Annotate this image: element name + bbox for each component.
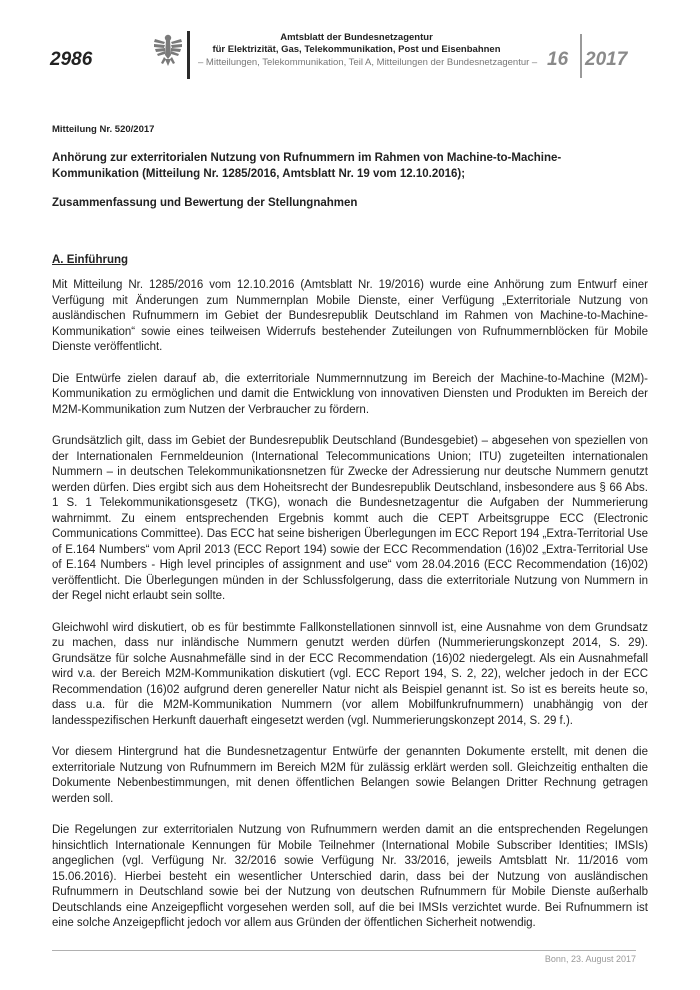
paragraph: Die Entwürfe zielen darauf ab, die exterritoriale Nummernnutzung im Bereich der Machine-to-Machine (M2M)-Kommunikation zu ermöglichen und damit die Entwicklung von innovativen Diensten und Produkten im Bereich der M2M-Kommunikation zum Nutzen der Verbraucher zu fördern. xyxy=(52,372,648,416)
federal-eagle-icon xyxy=(153,33,183,69)
body-text xyxy=(52,278,648,948)
footer-divider xyxy=(52,950,636,951)
paragraph: Die Regelungen zur exterritorialen Nutzung von Rufnummern werden damit an die entsprechenden Regelungen hinsichtlich Internationale Kennungen für Mobile Teilnehmer (International Mobile Subscriber Identities; IMSIs) angeglichen (vgl. Verfügung Nr. 32/2016 sowie Verfügung Nr. 33/2016, jeweils Amtsblatt Nr. 11/2016 vom 15.06.2016). Hierbei besteht ein wesentlicher Unterschied darin, dass bei der Nutzung von ausländischen Rufnummern in Deutschland sowie bei der Nutzung von deutschen Rufnummern für Mobile Dienste außerhalb Deutschlands eine Anzeigepflicht vorgesehen werden soll, auf die bei IMSIs verzichtet wurde. Bei Rufnummern ist eine solche Anzeigepflicht jedoch vor allem aus Gründen der öffentlichen Sicherheit notwendig. xyxy=(52,824,648,929)
year-divider xyxy=(580,34,582,78)
paragraph: Vor diesem Hintergrund hat die Bundesnetzagentur Entwürfe der genannten Dokumente erstellt, mit denen die exterritoriale Nutzung von Rufnummern im Bereich M2M für zulässig erklärt werden soll. Gleichzeitig enthalten die Dokumente Nebenbestimmungen, mit denen öffentlichen Belangen sowie Belangen Dritter Rechnung getragen werden soll. xyxy=(52,746,648,805)
gazette-title xyxy=(194,32,519,56)
document-title: Anhörung zur exterritorialen Nutzung von Rufnummern im Rahmen von Machine-to-Machine-Kommunikation (Mitteilung Nr. 1285/2016, Amtsblatt Nr. 19 vom 12.10.2016); xyxy=(52,152,562,180)
paragraph: Mit Mitteilung Nr. 1285/2016 vom 12.10.2016 (Amtsblatt Nr. 19/2016) wurde eine Anhörung zum Entwurf einer Verfügung mit Änderungen zum Nummernplan Mobile Dienste, einer Verfügung „Exterritoriale Nutzung von ausländischen Rufnummern im Gebiet der Bundesrepublik Deutschland im Rahmen von Machine-to-Machine-Kommunikation“ sowie eines teilweisen Widerrufs bestehender Zuteilungen von Rufnummernblöcken für Mobile Dienste veröffentlicht. xyxy=(52,279,648,353)
issue-year: 2017 xyxy=(585,49,628,70)
notice-number: Mitteilung Nr. 520/2017 xyxy=(52,124,155,135)
page-number: 2986 xyxy=(50,49,93,70)
document-subtitle: Zusammenfassung und Bewertung der Stellungnahmen xyxy=(52,197,358,209)
issue-number: 16 xyxy=(547,49,569,70)
gazette-title-line: Amtsblatt der Bundesnetzagentur für Elektrizität, Gas, Telekommunikation, Post und Eisenbahnen xyxy=(212,32,501,55)
gazette-subtitle: – Mitteilungen, Telekommunikation, Teil A, Mitteilungen der Bundesnetzagentur – xyxy=(198,57,538,68)
paragraph: Grundsätzlich gilt, dass im Gebiet der Bundesrepublik Deutschland (Bundesgebiet) – abgesehen von speziellen von der Internationalen Fernmeldeunion (International Telecommunications Union; ITU) zugeteilten internationalen Nummern – in deutschen Telekommunikationsnetzen für Zwecke der Adressierung nur deutsche Nummern genutzt werden dürfen. Dies ergibt sich aus dem Hoheitsrecht der Bundesrepublik Deutschland, insbesondere aus § 66 Abs. 1 S. 1 Telekommunikationsgesetz (TKG), wonach die Bundesnetzagentur die Aufgaben der Nummerierung wahrnimmt. Zu einem entsprechenden Ergebnis kommt auch die CEPT Arbeitsgruppe ECC (Electronic Communications Committee). Das ECC hat seine bisherigen Überlegungen im ECC Report 194 „Extra-Territorial Use of E.164 Numbers“ vom April 2013 (ECC Report 194) sowie der ECC Recommendation (16)02 „Extra-Territorial Use of E.164 Numbers - High level principles of assignment and use“ vom 28.04.2016 (ECC Recommendation (16)02) veröffentlicht. Die Überlegungen münden in der Schlussfolgerung, dass die exterritoriale Nutzung von Nummern in der Regel nicht erlaubt sein sollte. xyxy=(52,435,648,602)
header-divider xyxy=(187,31,190,79)
footer-date: Bonn, 23. August 2017 xyxy=(544,954,636,964)
paragraph: Gleichwohl wird diskutiert, ob es für bestimmte Fallkonstellationen sinnvoll ist, eine Ausnahme von dem Grundsatz zu machen, dass nur inländische Nummern genutzt werden dürfen (Nummerierungskonzept 2014, S. 29). Grundsätze für solche Ausnahmefälle sind in der ECC Recommendation (16)02 niedergelegt. Als ein Ausnahmefall wird v.a. der Bereich M2M-Kommunikation diskutiert (vgl. ECC Report 194, S. 2, 22), welcher jedoch in der ECC Recommendation (16)02 aufgrund deren genereller Natur nicht als Beispiel genannt ist. So ist es bereits heute so, dass u.a. für die M2M-Kommunikation Nummern (vor allem Mobilfunkrufnummern) unabhängig von der landesspezifischen Herkunft dauerhaft eingesetzt werden (vgl. Nummerierungskonzept 2014, S. 29 f.). xyxy=(52,621,648,727)
section-heading: A. Einführung xyxy=(52,254,129,266)
